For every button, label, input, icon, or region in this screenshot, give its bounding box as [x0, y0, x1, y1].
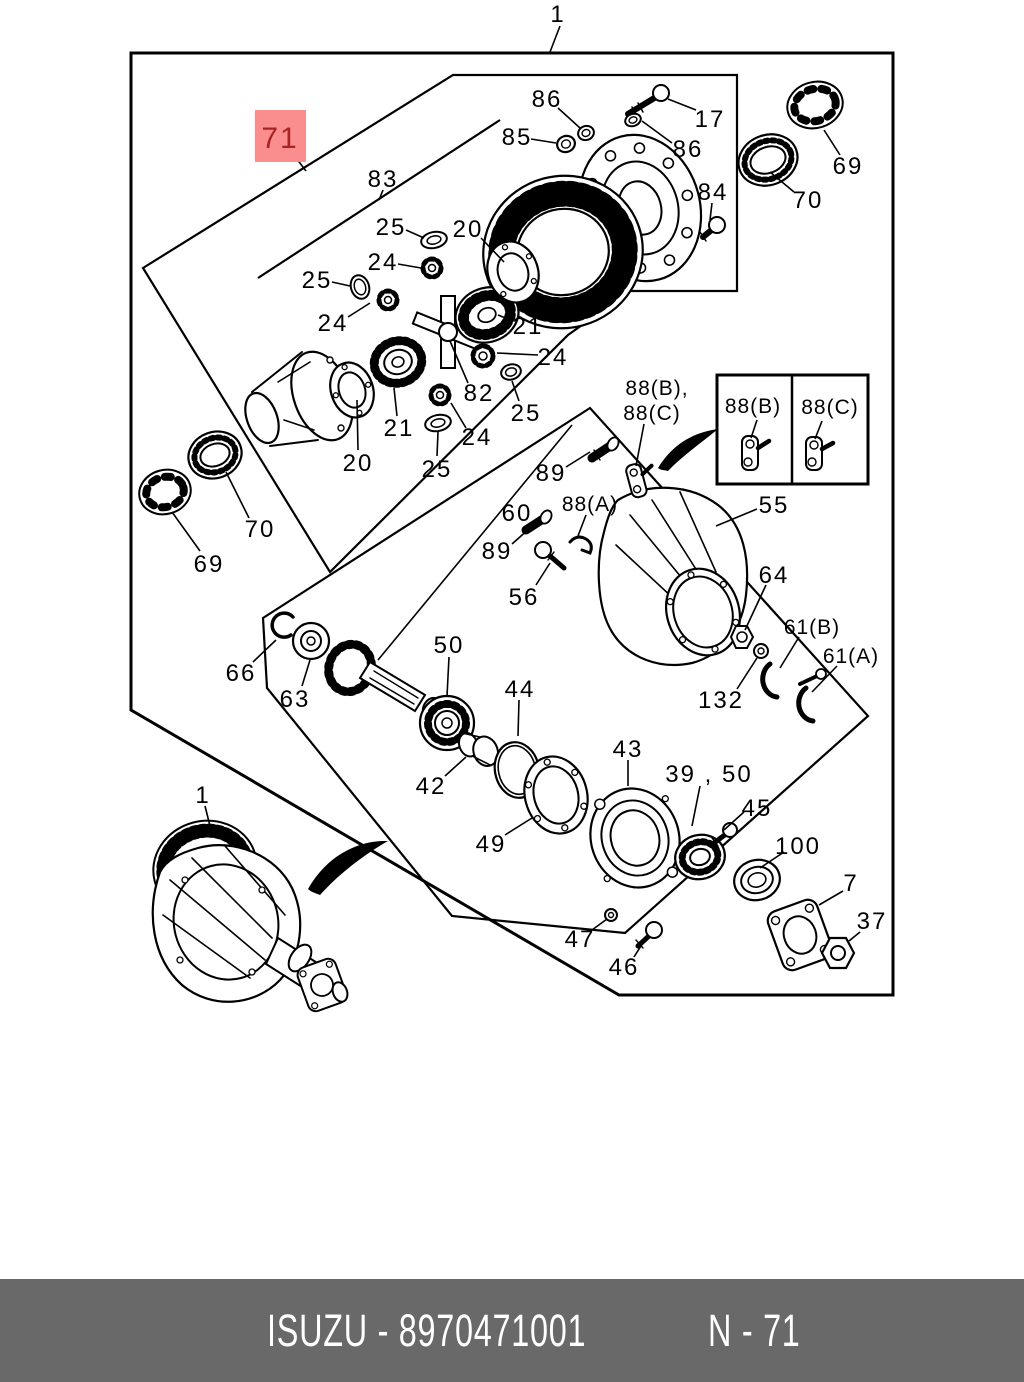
bearing-cage-43 [578, 777, 693, 899]
callout-25-b[interactable]: 25 [301, 267, 333, 294]
callout-1-top[interactable]: 1 [550, 1, 566, 28]
callout-89-b[interactable]: 89 [481, 538, 513, 565]
leader [636, 424, 644, 466]
callout-70-a[interactable]: 70 [792, 187, 824, 214]
callout-85[interactable]: 85 [501, 124, 533, 151]
assembled-final-drive [143, 809, 350, 1013]
footer-part-number: ISUZU - 8970471001 [267, 1304, 587, 1356]
bolt-84 [700, 217, 725, 241]
callout-88bc-line2[interactable]: 88(C) [623, 402, 681, 425]
callout-84[interactable]: 84 [697, 179, 729, 206]
callout-43[interactable]: 43 [612, 736, 644, 763]
side-bearing-70-left [182, 424, 248, 486]
leader [531, 139, 556, 143]
lock-washer-69-upper [782, 76, 848, 135]
callout-20-b[interactable]: 20 [342, 450, 374, 477]
clip-61a-with-bolt [799, 669, 826, 721]
lock-washer-69-left [134, 464, 196, 520]
leader [536, 563, 550, 585]
leader [737, 658, 757, 689]
footer-bar [0, 1279, 1024, 1382]
leader [205, 806, 210, 826]
callout-49[interactable]: 49 [475, 831, 507, 858]
leader [348, 303, 370, 317]
callout-37[interactable]: 37 [856, 908, 888, 935]
leader [357, 400, 358, 450]
plug-89a [592, 435, 621, 460]
highlight-71[interactable] [255, 110, 306, 162]
inset-hook-88c [806, 437, 833, 470]
callout-46[interactable]: 46 [608, 954, 640, 981]
leader [819, 891, 843, 905]
callout-70-b[interactable]: 70 [244, 516, 276, 543]
thrust-washer-25c [499, 362, 522, 382]
assembly-swoosh-arrow [308, 841, 388, 895]
pinion-gear-24b [378, 290, 398, 310]
leader [566, 452, 590, 467]
callout-132[interactable]: 132 [697, 687, 745, 714]
leader [578, 515, 586, 536]
bolt-46 [636, 922, 662, 948]
callout-39-50[interactable]: 39 , 50 [665, 761, 753, 788]
callout-44[interactable]: 44 [504, 676, 536, 703]
leader [445, 757, 466, 776]
thrust-washer-25b [348, 273, 373, 301]
footer-page-ref: N - 71 [708, 1304, 801, 1356]
leader [172, 512, 200, 551]
callout-69-b[interactable]: 69 [193, 551, 225, 578]
callout-25-c[interactable]: 25 [510, 400, 542, 427]
callout-88bc-line1[interactable]: 88(B), [625, 377, 689, 400]
callout-21-a[interactable]: 21 [512, 313, 544, 340]
leader [815, 421, 822, 439]
thrust-washer-25d [424, 412, 453, 433]
callout-86-b[interactable]: 86 [672, 136, 704, 163]
clip-61b [763, 664, 777, 697]
nut-37 [822, 938, 854, 968]
callout-24-a[interactable]: 24 [367, 249, 399, 276]
callout-25-a[interactable]: 25 [375, 214, 407, 241]
callout-24-c[interactable]: 24 [537, 344, 569, 371]
callout-63[interactable]: 63 [279, 686, 311, 713]
drive-pinion [318, 634, 442, 719]
callout-55[interactable]: 55 [758, 492, 790, 519]
leader [518, 700, 519, 736]
callout-88a[interactable]: 88(A) [561, 493, 619, 516]
callout-21-b[interactable]: 21 [383, 415, 415, 442]
leader [302, 660, 310, 686]
inset-label-88b: 88(B) [724, 395, 782, 418]
leader [497, 353, 538, 355]
callout-20-a[interactable]: 20 [452, 216, 484, 243]
callout-1-bottom[interactable]: 1 [195, 782, 211, 809]
nut-64 [731, 626, 753, 648]
pinion-gear-24a [422, 258, 442, 278]
callout-25-d[interactable]: 25 [421, 456, 453, 483]
bearing-63 [293, 623, 329, 659]
thrust-washer-25a [420, 229, 449, 250]
pinion-gear-24c [472, 345, 494, 367]
pinion-gear-24d [430, 385, 450, 405]
leader [780, 637, 799, 668]
leader [437, 432, 438, 456]
side-bearing-70-upper [731, 126, 804, 194]
callout-56[interactable]: 56 [508, 584, 540, 611]
callout-24-b[interactable]: 24 [317, 310, 349, 337]
leader [824, 130, 840, 155]
leader [447, 657, 449, 696]
bolt-17 [628, 85, 669, 116]
callout-17[interactable]: 17 [694, 106, 726, 133]
callout-83[interactable]: 83 [367, 166, 399, 193]
callout-24-d[interactable]: 24 [461, 424, 493, 451]
callout-60[interactable]: 60 [501, 500, 533, 527]
callout-86-a[interactable]: 86 [531, 86, 563, 113]
callout-45[interactable]: 45 [741, 795, 773, 822]
highlight-71-number[interactable]: 71 [261, 122, 299, 155]
leader [668, 99, 696, 110]
leader [550, 26, 560, 52]
carrier-housing-55 [599, 488, 751, 665]
leader [226, 472, 249, 518]
oil-seal-100 [730, 855, 785, 906]
leader [406, 230, 424, 238]
leader [398, 264, 421, 268]
callout-61b[interactable]: 61(B) [783, 616, 841, 639]
callout-100[interactable]: 100 [774, 833, 822, 860]
nut-85 [555, 133, 577, 154]
callout-69-a[interactable]: 69 [832, 153, 864, 180]
hub-gear [366, 332, 430, 392]
callout-82[interactable]: 82 [463, 380, 495, 407]
inset-label-88c: 88(C) [801, 396, 859, 419]
washer-132 [754, 644, 768, 658]
leader [394, 388, 397, 416]
callout-61a[interactable]: 61(A) [822, 645, 880, 668]
snap-ring-66 [272, 613, 293, 637]
callout-66[interactable]: 66 [225, 660, 257, 687]
bolt-45 [712, 823, 737, 846]
leader [512, 528, 530, 544]
callout-64[interactable]: 64 [758, 562, 790, 589]
callout-47[interactable]: 47 [564, 926, 596, 953]
leader [332, 282, 350, 286]
leader [505, 818, 532, 835]
companion-flange-7 [765, 897, 835, 973]
callout-50[interactable]: 50 [433, 632, 465, 659]
callout-7[interactable]: 7 [843, 870, 859, 897]
inset-hook-88b [742, 436, 769, 470]
leader [692, 786, 700, 826]
callout-89-a[interactable]: 89 [535, 460, 567, 487]
inset-swoosh-arrow [658, 429, 718, 471]
callout-42[interactable]: 42 [415, 773, 447, 800]
clamp-88a [570, 537, 591, 553]
